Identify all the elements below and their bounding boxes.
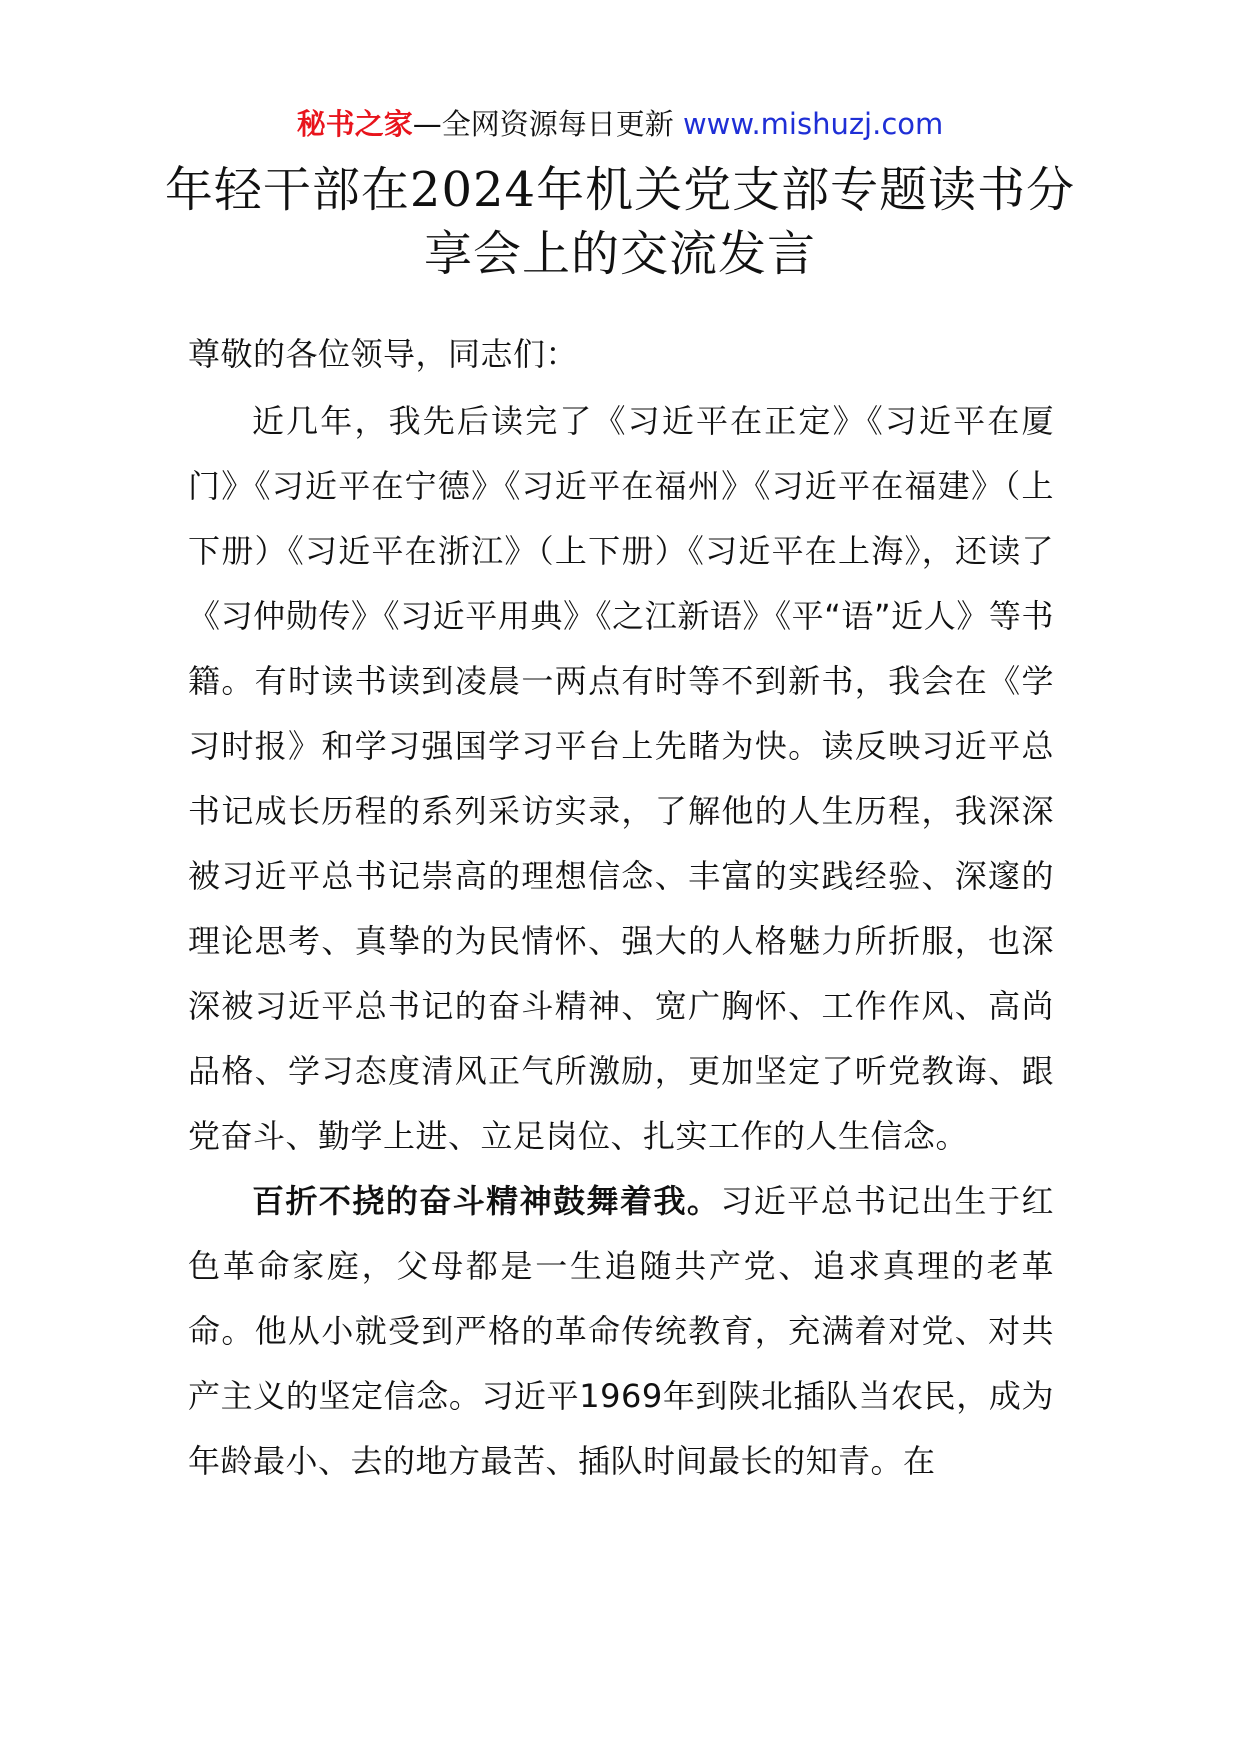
document-body (188, 322, 1054, 1494)
paragraph-text: 近几年，我先后读完了《习近平在正定》《习近平在厦门》《习近平在宁德》《习近平在福州》《习近平在福建》（上下册）《习近平在浙江》（上下册）《习近平在上海》，还读了《习仲勋传》《习近平用典》《之江新语》《平“语”近人》等书籍。有时读书读到凌晨一两点有时等不到新书，我会在《学习时报》和学习强国学习平台上先睹为快。读反映习近平总书记成长历程的系列采访实录，了解他的人生历程，我深深被习近平总书记崇高的理想信念、丰富的实践经验、深邃的理论思考、真挚的为民情怀、强大的人格魅力所折服，也深深被习近平总书记的奋斗精神、宽广胸怀、工作作风、高尚品格、学习态度清风正气所激励，更加坚定了听党教诲、跟党奋斗、勤学上进、立足岗位、扎实工作的人生信念。 (188, 402, 1054, 1155)
header-tagline: —全网资源每日更新 (412, 107, 683, 141)
brand-name: 秘书之家 (296, 107, 413, 141)
salutation: 尊敬的各位领导，同志们： (188, 335, 579, 373)
paragraph-1 (188, 389, 1054, 1169)
document-title: 年轻干部在2024年机关党支部专题读书分享会上的交流发言 (164, 162, 1076, 282)
paragraph-text: 习近平总书记出生于红色革命家庭，父母都是一生追随共产党、追求真理的老革命。他从小就受到严格的革命传统教育，充满着对党、对共产主义的坚定信念。习近平1969年到陕北插队当农民，成为年龄最小、去的地方最苦、插队时间最长的知青。在 (188, 1182, 1054, 1480)
paragraph-lead: 百折不挠的奋斗精神鼓舞着我。 (252, 1182, 721, 1220)
site-header (0, 104, 1240, 144)
site-link[interactable]: www.mishuzj.com (682, 107, 944, 141)
paragraph-2 (188, 1169, 1054, 1494)
